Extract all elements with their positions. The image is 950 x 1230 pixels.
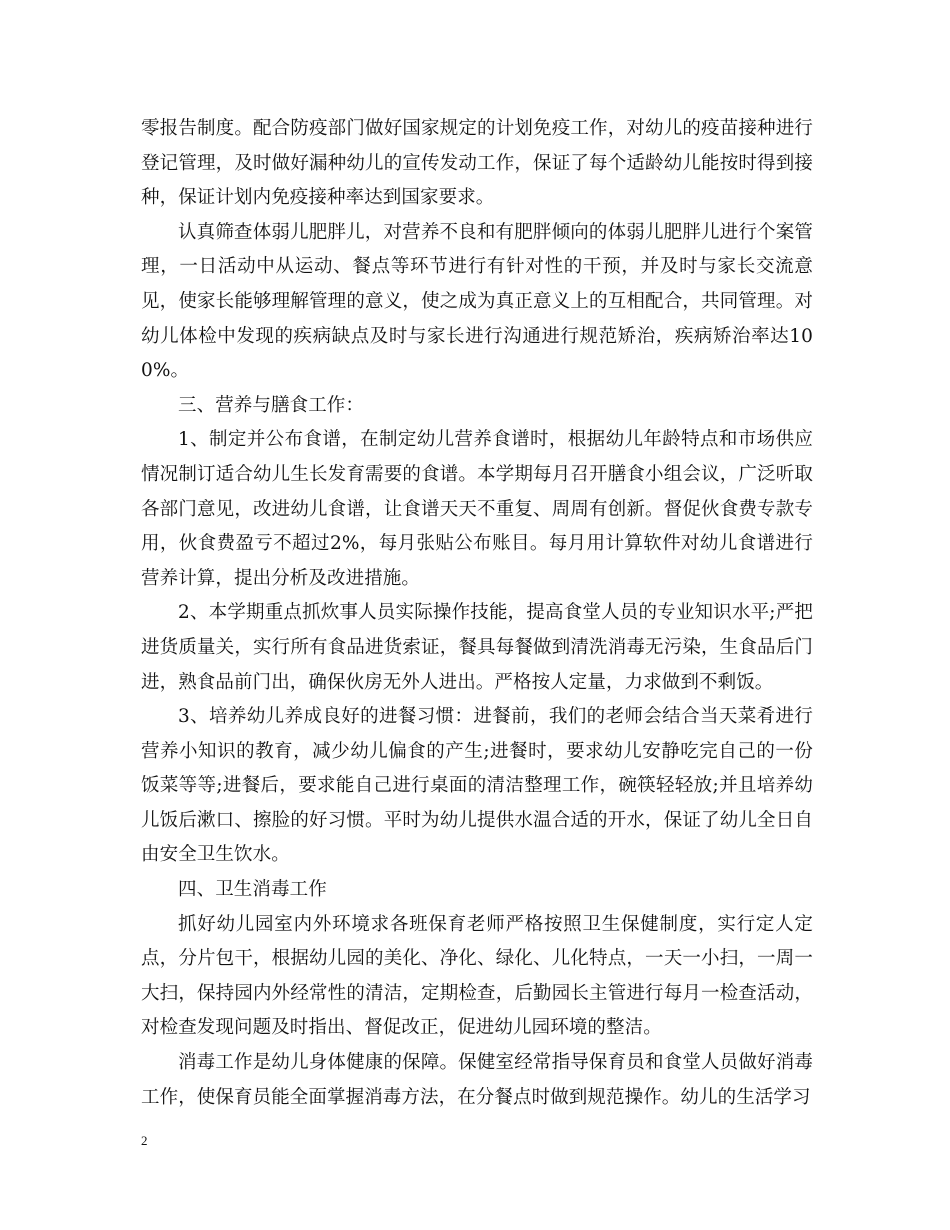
paragraph-6: 抓好幼儿园室内外环境求各班保育老师严格按照卫生保健制度，实行定人定点，分片包干，根据幼儿园的美化、净化、绿化、儿化特点，一天一小扫，一周一大扫，保持园内外经常性的清洁，定期检查，后勤园长主管进行每月一检查活动，对检查发现问题及时指出、督促改正，促进幼儿园环境的整洁。: [141, 913, 813, 1039]
paragraph-3: 1、制定并公布食谱，在制定幼儿营养食谱时，根据幼儿年龄特点和市场供应情况制订适合幼儿生长发育需要的食谱。本学期每月召开膳食小组会议，广泛听取各部门意见，改进幼儿食谱，让食谱天天不重复、周周有创新。督促伙食费专款专用，伙食费盈亏不超过2%，每月张贴公布账目。每月用计算软件对幼儿食谱进行营养计算，提出分析及改进措施。: [141, 429, 813, 589]
paragraph-1: 零报告制度。配合防疫部门做好国家规定的计划免疫工作，对幼儿的疫苗接种进行登记管理，及时做好漏种幼儿的宣传发动工作，保证了每个适龄幼儿能按时得到接种，保证计划内免疫接种率达到国家要求。: [141, 118, 813, 209]
paragraph-5: 3、培养幼儿养成良好的进餐习惯：进餐前，我们的老师会结合当天菜肴进行营养小知识的教育，减少幼儿偏食的产生;进餐时，要求幼儿安静吃完自己的一份饭菜等等;进餐后，要求能自己进行桌面的清洁整理工作，碗筷轻轻放;并且培养幼儿饭后漱口、擦脸的好习惯。平时为幼儿提供水温合适的开水，保证了幼儿全日自由安全卫生饮水。: [141, 706, 813, 866]
page-number: 2: [141, 1133, 148, 1148]
paragraph-4: 2、本学期重点抓炊事人员实际操作技能，提高食堂人员的专业知识水平;严把进货质量关，实行所有食品进货索证，餐具每餐做到清洗消毒无污染，生食品后门进，熟食品前门出，确保伙房无外人进出。严格按人定量，力求做到不剩饭。: [141, 602, 813, 693]
section-heading-nutrition: 三、营养与膳食工作：: [178, 394, 365, 416]
paragraph-2: 认真筛查体弱儿肥胖儿，对营养不良和有肥胖倾向的体弱儿肥胖儿进行个案管理，一日活动中从运动、餐点等环节进行有针对性的干预，并及时与家长交流意见，使家长能够理解管理的意义，使之成为真正意义上的互相配合，共同管理。对幼儿体检中发现的疾病缺点及时与家长进行沟通进行规范矫治，疾病矫治率达100%。: [141, 221, 813, 382]
section-heading-hygiene: 四、卫生消毒工作: [178, 879, 327, 901]
paragraph-7: 消毒工作是幼儿身体健康的保障。保健室经常指导保育员和食堂人员做好消毒工作，使保育员能全面掌握消毒方法，在分餐点时做到规范操作。幼儿的生活学习: [141, 1052, 813, 1108]
document-body: [141, 112, 813, 1115]
